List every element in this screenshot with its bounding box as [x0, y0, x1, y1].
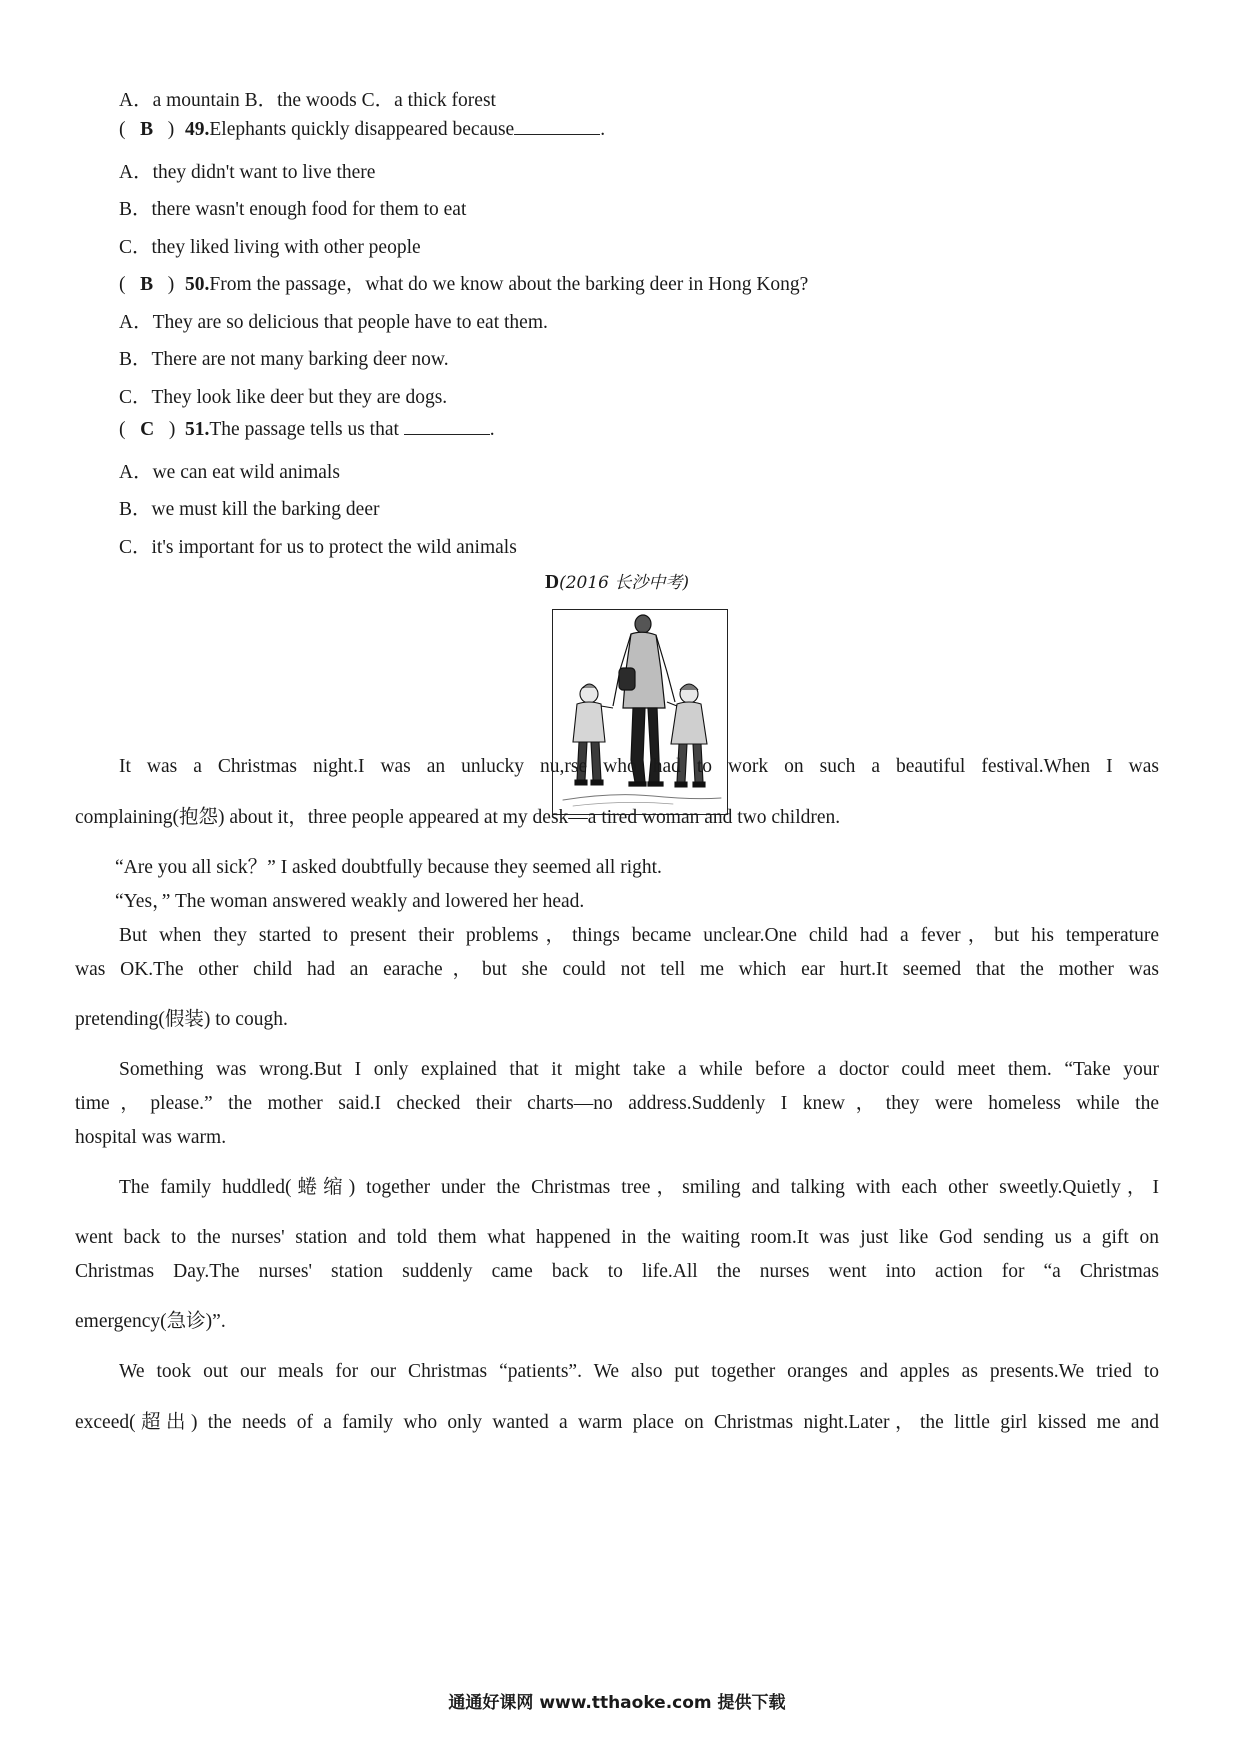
illustration-family-walking [552, 609, 728, 815]
answer-blank [404, 418, 490, 435]
q51-option-a: A．we can eat wild animals [119, 462, 340, 483]
question-49: ( B ) 49.Elephants quickly disappeared because . [119, 119, 606, 140]
q50-option-b: B．There are not many barking deer now. [119, 349, 449, 370]
question-number: 51. [185, 419, 210, 440]
passage-line: “Yes，” The woman answered weakly and lowered her head. [115, 891, 585, 912]
answer-50: ( B ) [119, 274, 175, 295]
page-footer: 通通好课网 www.tthaoke.com 提供下载 [448, 1693, 786, 1713]
question-number: 49. [185, 119, 210, 140]
passage-line: pretending(假装) to cough. [75, 1009, 288, 1030]
question-51: ( C ) 51.The passage tells us that . [119, 419, 495, 440]
q50-option-c: C．They look like deer but they are dogs. [119, 387, 448, 408]
question-stem: Elephants quickly disappeared because [209, 119, 515, 140]
passage-line: went back to the nurses' station and told them what happened in the waiting room.It was just like God sending us a gift on [75, 1227, 1159, 1248]
section-source: (2016 长沙中考) [559, 573, 690, 593]
passage-line: “Are you all sick？” I asked doubtfully because they seemed all right. [115, 857, 662, 878]
passage-line: was OK.The other child had an earache，but she could not tell me which ear hurt.It seemed that the mother was [75, 959, 1159, 980]
passage-line: hospital was warm. [75, 1127, 227, 1148]
passage-line: exceed(超出) the needs of a family who only wanted a warm place on Christmas night.Later，the little girl kissed me and [75, 1412, 1159, 1433]
question-stem: From the passage，what do we know about the barking deer in Hong Kong? [209, 274, 809, 295]
question-50 [119, 268, 808, 296]
section-letter: D [544, 572, 560, 593]
passage-line: We took out our meals for our Christmas “patients”. We also put together oranges and apples as presents.We tried to [119, 1361, 1159, 1382]
question-number: 50. [185, 274, 210, 295]
passage-line: Something was wrong.But I only explained that it might take a while before a doctor could meet them. “Take your [119, 1059, 1159, 1080]
passage-line: emergency(急诊)”. [75, 1311, 226, 1332]
q49-option-a: A．they didn't want to live there [119, 162, 376, 183]
q49-option-c: C．they liked living with other people [119, 237, 421, 258]
passage-line: time，please.” the mother said.I checked their charts—no address.Suddenly I knew，they were homeless while the [75, 1093, 1159, 1114]
answer-blank [514, 118, 600, 135]
passage-line: But when they started to present their problems，things became unclear.One child had a fever，but his temperature [119, 925, 1159, 946]
q51-option-c: C．it's important for us to protect the wild animals [119, 537, 517, 558]
q49-option-b: B．there wasn't enough food for them to eat [119, 199, 467, 220]
passage-line: Christmas Day.The nurses' station suddenly came back to life.All the nurses went into action for “a Christmas [75, 1261, 1159, 1282]
passage-line: It was a Christmas night.I was an unlucky nu,rse who had to work on such a beautiful festival.When I was [119, 756, 1159, 777]
q50-option-a: A．They are so delicious that people have to eat them. [119, 312, 548, 333]
answer-49: ( B ) [119, 119, 175, 140]
section-heading [0, 568, 1234, 594]
passage-line: complaining(抱怨) about it，three people appeared at my desk—a tired woman and two children. [75, 807, 841, 828]
q48-options: A．a mountain B．the woods C．a thick forest [119, 90, 496, 111]
passage-line: The family huddled(蜷缩) together under the Christmas tree，smiling and talking with each other sweetly.Quietly，I [119, 1177, 1159, 1198]
q51-option-b: B．we must kill the barking deer [119, 499, 380, 520]
question-stem: The passage tells us that [209, 419, 399, 440]
answer-51: ( C ) [119, 419, 176, 440]
